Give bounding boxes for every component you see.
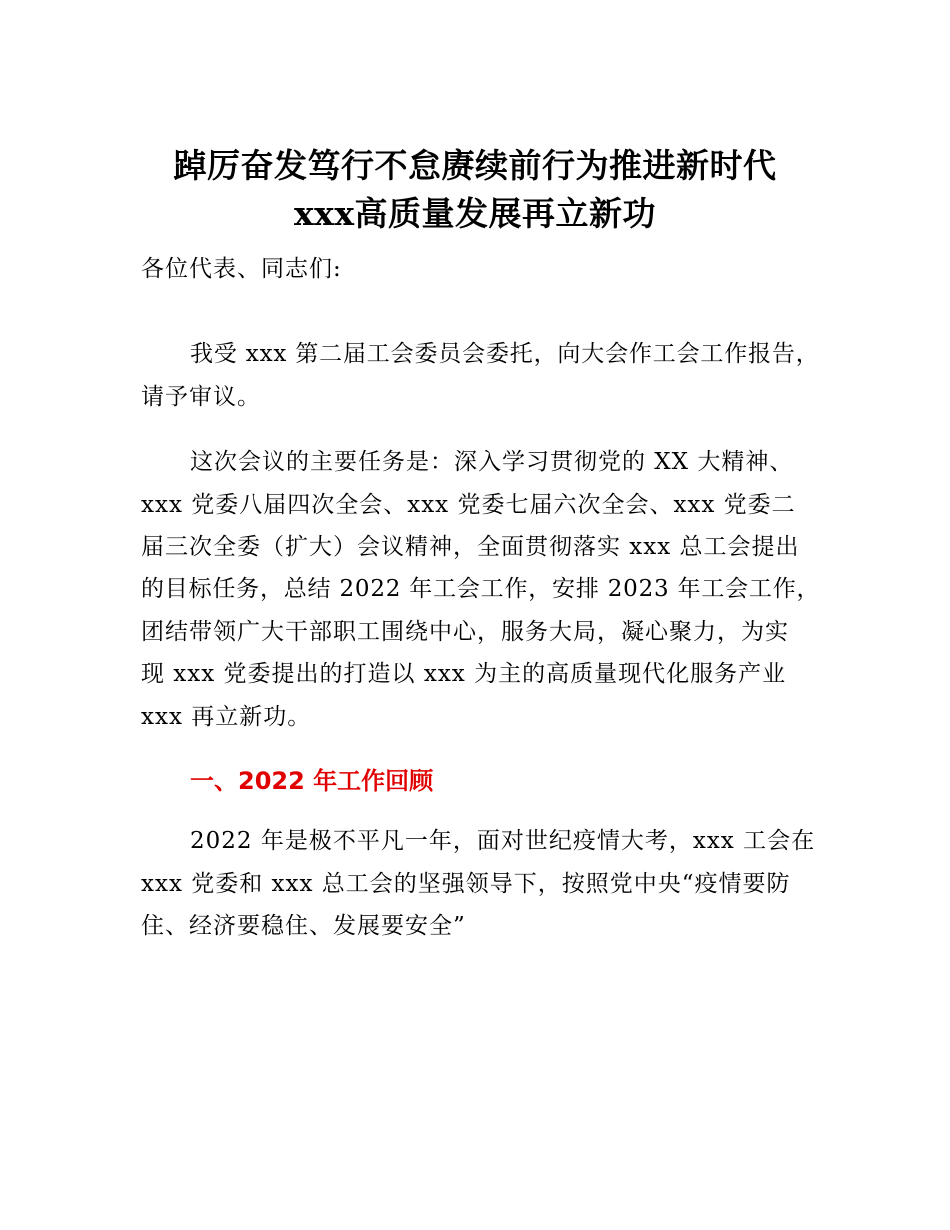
paragraph-2-line-7: xxx 再立新功。 xyxy=(141,704,312,730)
paragraph-2-line-3: 届三次全委（扩大）会议精神，全面贯彻落实 xxx 总工会提出 xyxy=(141,534,800,560)
paragraph-3-line-2: xxx 党委和 xxx 总工会的坚强领导下，按照党中央“疫情要防 xyxy=(141,871,791,897)
paragraph-2-line-2: xxx 党委八届四次全会、xxx 党委七届六次全会、xxx 党委二 xyxy=(141,492,796,518)
section-heading-1: 一、2022 年工作回顾 xyxy=(190,767,434,795)
document-title-line-1: 踔厉奋发笃行不怠赓续前行为推进新时代 xyxy=(173,146,777,185)
paragraph-1-line-2: 请予审议。 xyxy=(141,384,261,410)
paragraph-3-line-1: 2022 年是极不平凡一年，面对世纪疫情大考，xxx 工会在 xyxy=(190,828,816,854)
paragraph-2-line-6: 现 xxx 党委提出的打造以 xxx 为主的高质量现代化服务产业 xyxy=(141,661,787,687)
paragraph-2-line-4: 的目标任务，总结 2022 年工会工作，安排 2023 年工会工作， xyxy=(141,576,821,602)
document-title-line-2: xxx高质量发展再立新功 xyxy=(293,194,657,233)
paragraph-1-line-1: 我受 xxx 第二届工会委员会委托，向大会作工会工作报告， xyxy=(190,341,820,367)
paragraph-2-line-5: 团结带领广大干部职工围绕中心，服务大局，凝心聚力，为实 xyxy=(141,619,789,645)
salutation: 各位代表、同志们: xyxy=(141,256,342,282)
paragraph-3-line-3: 住、经济要稳住、发展要安全” xyxy=(141,913,466,939)
paragraph-2-line-1: 这次会议的主要任务是：深入学习贯彻党的 XX 大精神、 xyxy=(190,449,794,475)
